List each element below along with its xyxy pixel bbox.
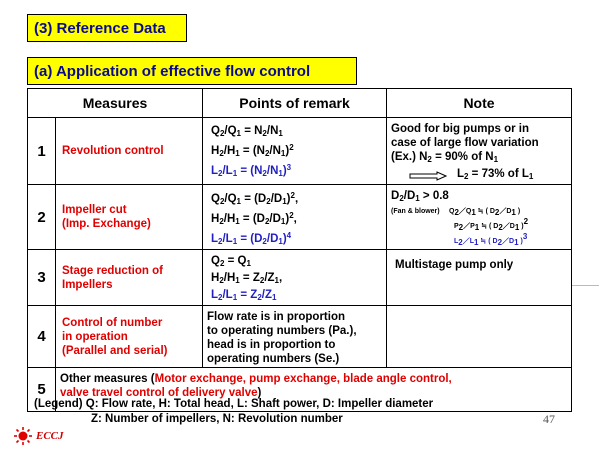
note-example: (Ex.) $N_2 = 90\%$ of $N_1$ <box>391 151 499 164</box>
formula-power: $L_2/L_1 = (N_2/N_1)^3$ <box>211 163 292 178</box>
logo-text: ECCJ <box>36 430 64 442</box>
remark-cell <box>203 118 387 185</box>
other-measures-detail: Motor exchange, pump exchange, blade angle control, <box>154 373 452 385</box>
measure-cell <box>56 185 203 250</box>
formula-flow: $Q_2/Q_1 = N_2/N_1$ <box>211 125 283 138</box>
measure-cell <box>56 118 203 185</box>
row-number: 3 <box>28 250 56 306</box>
measure-text: Revolution control <box>62 145 164 157</box>
note-text: Multistage pump only <box>395 259 514 271</box>
fan-formula: $L_2/L_1$ ≒ ( $D_2/D_1$ )$^3$ <box>454 232 528 247</box>
remark-cell <box>203 306 387 368</box>
sun-logo-icon <box>13 426 33 446</box>
fan-formula-list <box>449 207 528 247</box>
fan-label: (Fan & blower) <box>391 208 440 215</box>
note-cell <box>387 306 572 368</box>
note-condition: $D_2/D_1 > 0.8$ <box>391 190 449 203</box>
table-row <box>28 118 572 185</box>
other-measures-close: ) <box>257 387 262 399</box>
formula-head: $H_2/H_1 = (D_2/D_1)^2$, <box>211 211 297 226</box>
remark-line: operating numbers (Se.) <box>207 353 340 365</box>
measure-text: Impellers <box>62 278 113 291</box>
remark-cell <box>203 250 387 306</box>
remark-line: head is in proportion to <box>207 339 336 351</box>
measure-text: (Parallel and serial) <box>62 344 168 357</box>
note-line: case of large flow variation <box>391 137 539 149</box>
divider <box>572 285 599 286</box>
fan-formulas <box>391 207 571 247</box>
formula-power: $L_2/L_1 = (D_2/D_1)^4$ <box>211 231 292 246</box>
measure-text: Stage reduction of <box>62 264 163 277</box>
note-cell <box>387 118 572 185</box>
formula-head: $H_2/H_1 = (N_2/N_1)^2$ <box>211 143 294 158</box>
subtitle: (a) Application of effective flow control <box>27 57 357 85</box>
fan-formula: $P_2/P_1$ ≒ ( $D_2/D_1$ )$^2$ <box>454 217 529 232</box>
eccj-logo <box>13 426 64 446</box>
legend-line: Z: Number of impellers, N: Revolution number <box>91 413 343 425</box>
other-measures-detail: valve travel control of delivery valve <box>60 387 258 399</box>
measure-text: Impeller cut <box>62 204 127 216</box>
note-cell <box>387 185 572 250</box>
other-measures-line <box>60 372 571 386</box>
header-note: Note <box>387 89 572 118</box>
measure-cell <box>56 306 203 368</box>
formula-flow: $Q_2 = Q_1$ <box>211 255 251 268</box>
table-row <box>28 250 572 306</box>
arrow-right-icon <box>409 171 447 181</box>
table-header-row <box>28 89 572 118</box>
row-number: 5 <box>28 368 56 412</box>
other-measures-label: Other measures ( <box>60 373 155 385</box>
flow-control-table <box>27 88 572 412</box>
row-number: 4 <box>28 306 56 368</box>
note-result: $L_2 = 73\%$ of $L_1$ <box>391 167 571 184</box>
formula-head: $H_2/H_1 = Z_2/Z_1$, <box>211 272 283 285</box>
note-cell <box>387 250 572 306</box>
measure-cell <box>56 250 203 306</box>
remark-line: Flow rate is in proportion <box>207 311 345 323</box>
formula-flow: $Q_2/Q_1 = (D_2/D_1)^2$, <box>211 191 299 206</box>
table-row <box>28 185 572 250</box>
note-line: Good for big pumps or in <box>391 123 529 135</box>
remark-cell <box>203 185 387 250</box>
legend-line: (Legend) Q: Flow rate, H: Total head, L: Shaft power, D: Impeller diameter <box>34 398 434 410</box>
table-row <box>28 306 572 368</box>
measure-text: in operation <box>62 330 128 343</box>
header-points-of-remark: Points of remark <box>203 89 387 118</box>
section-title: (3) Reference Data <box>27 14 187 42</box>
row-number: 2 <box>28 185 56 250</box>
measure-text: Control of number <box>62 316 163 329</box>
measure-text: (Imp. Exchange) <box>62 218 151 230</box>
page-number: 47 <box>543 412 555 426</box>
fan-formula: $Q_2/Q_1$ ≒ ( $D_2/D_1$ ) <box>449 208 521 217</box>
header-measures: Measures <box>28 89 203 118</box>
remark-line: to operating numbers (Pa.), <box>207 325 357 337</box>
row-number: 1 <box>28 118 56 185</box>
formula-power: $L_2/L_1 = Z_2/Z_1$ <box>211 289 277 302</box>
